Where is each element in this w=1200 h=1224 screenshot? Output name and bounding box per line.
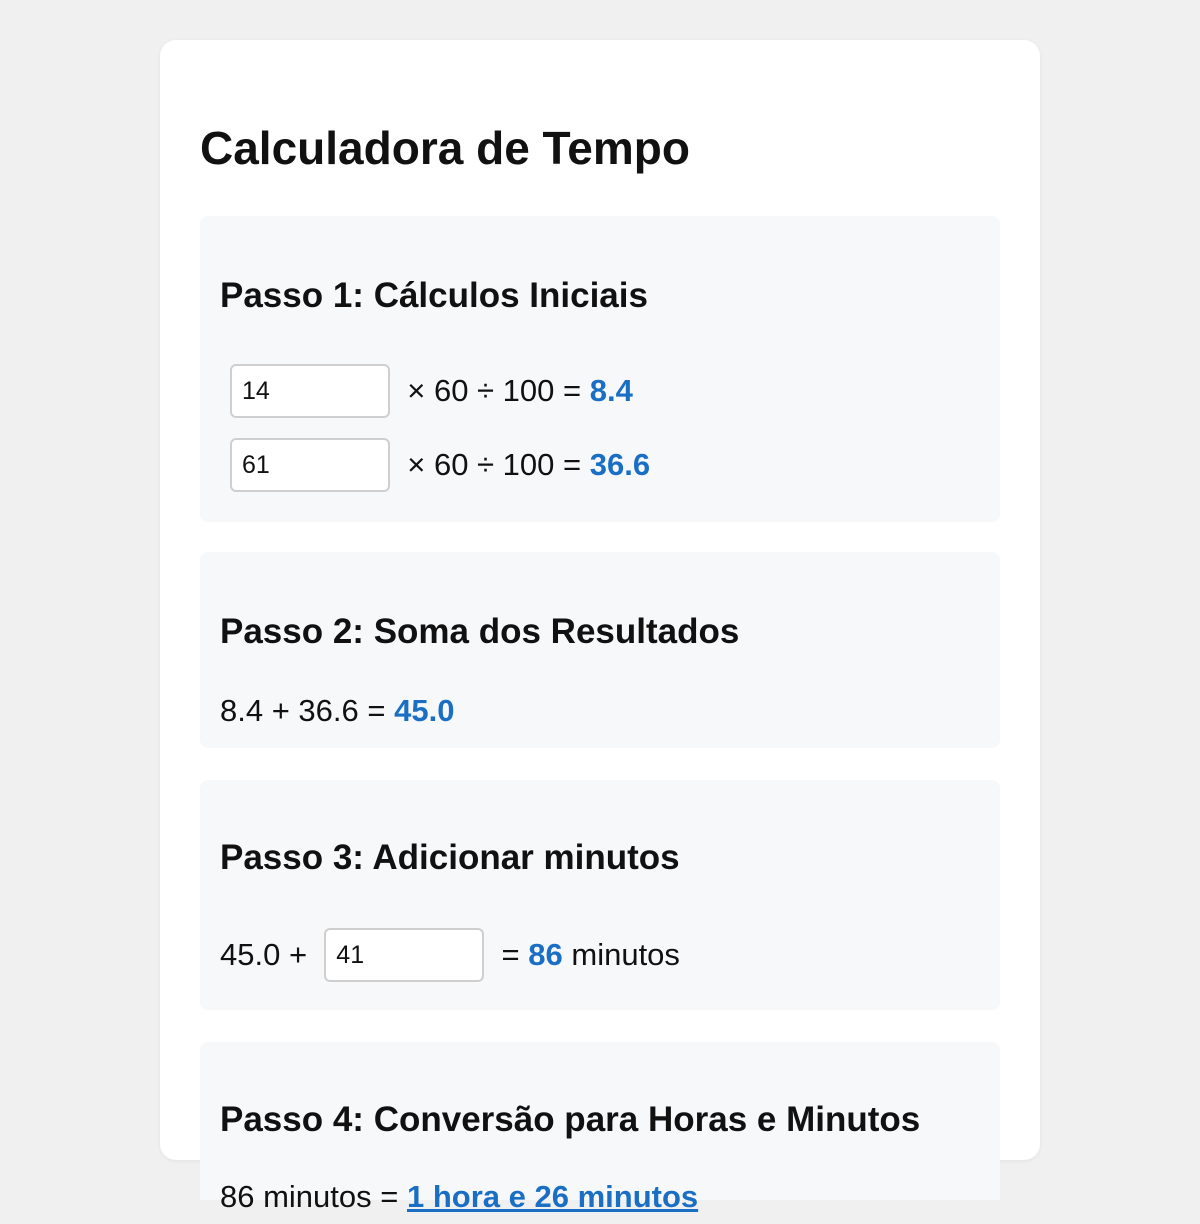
step-1-row (230, 364, 633, 418)
step-3-prefix: 45.0 + (220, 937, 308, 972)
step-2-expression: 8.4 + 36.6 = (220, 693, 386, 728)
step-1-row (230, 438, 650, 492)
step-4-panel (200, 1042, 1000, 1214)
step-3-title: Passo 3: Adicionar minutos (220, 838, 680, 877)
step-4-expression: 86 minutos = (220, 1179, 399, 1214)
step-3-unit: minutos (571, 937, 680, 972)
step-2-row (220, 684, 454, 738)
step-3-panel (200, 780, 1000, 1010)
step-2-panel (200, 552, 1000, 748)
step-1-formula: × 60 ÷ 100 = (407, 447, 582, 482)
step-2-title: Passo 2: Soma dos Resultados (220, 612, 740, 651)
step-3-result: 86 (528, 937, 563, 972)
page-title: Calculadora de Tempo (200, 122, 690, 174)
step-1-result-1: 8.4 (589, 373, 633, 408)
step-4-row (220, 1170, 698, 1224)
step-1-title: Passo 1: Cálculos Iniciais (220, 276, 648, 315)
step-1-panel (200, 216, 1000, 522)
step-1-formula: × 60 ÷ 100 = (407, 373, 582, 408)
step-4-title: Passo 4: Conversão para Horas e Minutos (220, 1100, 921, 1139)
step-1-input-1[interactable] (230, 364, 390, 418)
step-3-minutes-input[interactable] (324, 928, 484, 982)
step-3-equals: = (501, 937, 520, 972)
step-1-result-2: 36.6 (589, 447, 651, 482)
step-2-result: 45.0 (394, 693, 455, 728)
step-3-row (220, 928, 680, 982)
step-1-input-2[interactable] (230, 438, 390, 492)
step-4-result: 1 hora e 26 minutos (406, 1179, 699, 1214)
